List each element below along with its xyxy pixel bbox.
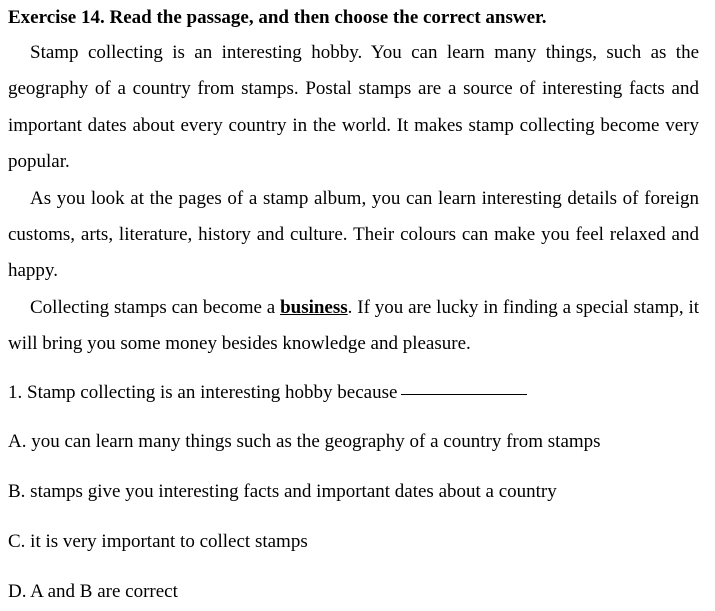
answer-blank [401, 393, 527, 395]
paragraph-3-start: Collecting stamps can become a [30, 296, 281, 318]
option-d[interactable]: D. A and B are correct [8, 581, 178, 602]
passage-paragraph-2: As you look at the pages of a stamp album, you can learn interesting details of foreign customs, arts, literature, history and culture. Their colours can make you feel relaxed and happy. [8, 187, 699, 282]
option-b[interactable]: B. stamps give you interesting facts and important dates about a country [8, 481, 557, 502]
option-a[interactable]: A. you can learn many things such as the geography of a country from stamps [8, 431, 601, 452]
passage-paragraph-3 [8, 290, 699, 363]
option-c[interactable]: C. it is very important to collect stamps [8, 531, 308, 552]
question-1-text: 1. Stamp collecting is an interesting hobby because [8, 382, 398, 403]
reading-passage [8, 35, 699, 363]
exercise-title: Exercise 14. Read the passage, and then choose the correct answer. [8, 7, 547, 28]
underlined-keyword: business [280, 296, 348, 318]
paragraph-3-end: . If you are lucky in finding a special stamp, it will bring you some money besides knowledge and pleasure. [8, 296, 700, 355]
passage-paragraph-1: Stamp collecting is an interesting hobby. You can learn many things, such as the geography of a country from stamps. Postal stamps are a source of interesting facts and important dates about every country in the world. It makes stamp collecting become very popular. [8, 42, 699, 173]
question-1 [8, 381, 527, 405]
